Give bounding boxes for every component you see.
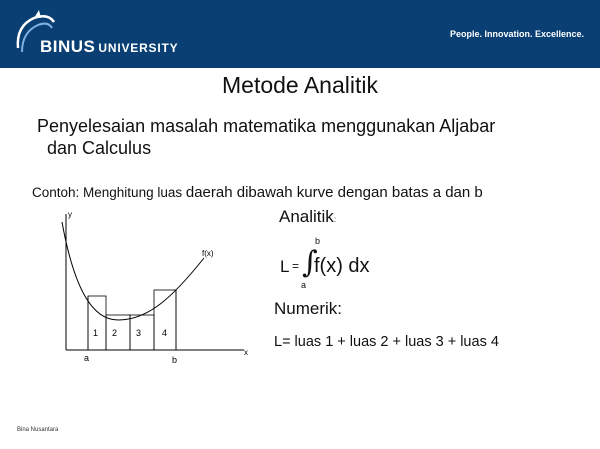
y-axis-label: y (68, 210, 72, 219)
strip-4 (154, 290, 176, 350)
x-axis-label: x (244, 348, 248, 357)
formula-lhs: L (280, 257, 290, 276)
formula-integrand: f(x) dx (314, 255, 370, 277)
integral-sign-icon: ∫ (302, 245, 318, 280)
area-under-curve-diagram (52, 208, 260, 368)
bullet-line-2: dan Calculus (47, 138, 152, 158)
brand-name: BINUS (40, 37, 96, 56)
strip-label-4: 4 (162, 328, 168, 338)
example-text (32, 184, 483, 201)
integral-formula (278, 236, 398, 292)
analytic-label: Analitik (279, 207, 334, 226)
analytic-heading (279, 207, 336, 227)
bound-a-label: a (84, 353, 90, 363)
bound-b-label: b (172, 355, 178, 365)
strip-label-1: 1 (93, 328, 99, 338)
bullet-text (37, 115, 577, 159)
formula-equals: = (292, 259, 300, 273)
analytic-colon: : (333, 215, 337, 224)
formula-lower-limit: a (301, 280, 307, 290)
footer-text: Bina Nusantara (17, 427, 59, 433)
strip-label-3: 3 (136, 328, 142, 338)
header-bar (0, 0, 600, 68)
strip-label-2: 2 (112, 328, 118, 338)
curve-label: f(x) (202, 249, 214, 258)
function-curve (62, 222, 204, 320)
slide-title: Metode Analitik (222, 72, 378, 98)
brand-subname: UNIVERSITY (98, 41, 179, 55)
brand-logo[interactable] (40, 37, 178, 57)
bullet-line-1: Penyelesaian masalah matematika menggunakan Aljabar (37, 116, 496, 136)
formula-upper-limit: b (315, 236, 321, 246)
tagline: People. Innovation. Excellence. (449, 29, 584, 39)
example-part-1: Contoh: Menghitung luas (32, 185, 186, 200)
strip-3 (130, 315, 154, 350)
numeric-heading: Numerik: (274, 299, 343, 318)
example-part-2: daerah dibawah kurve dengan batas a dan b (185, 184, 483, 201)
numeric-formula: L= luas 1 + luas 2 + luas 3 + luas 4 (274, 334, 499, 350)
